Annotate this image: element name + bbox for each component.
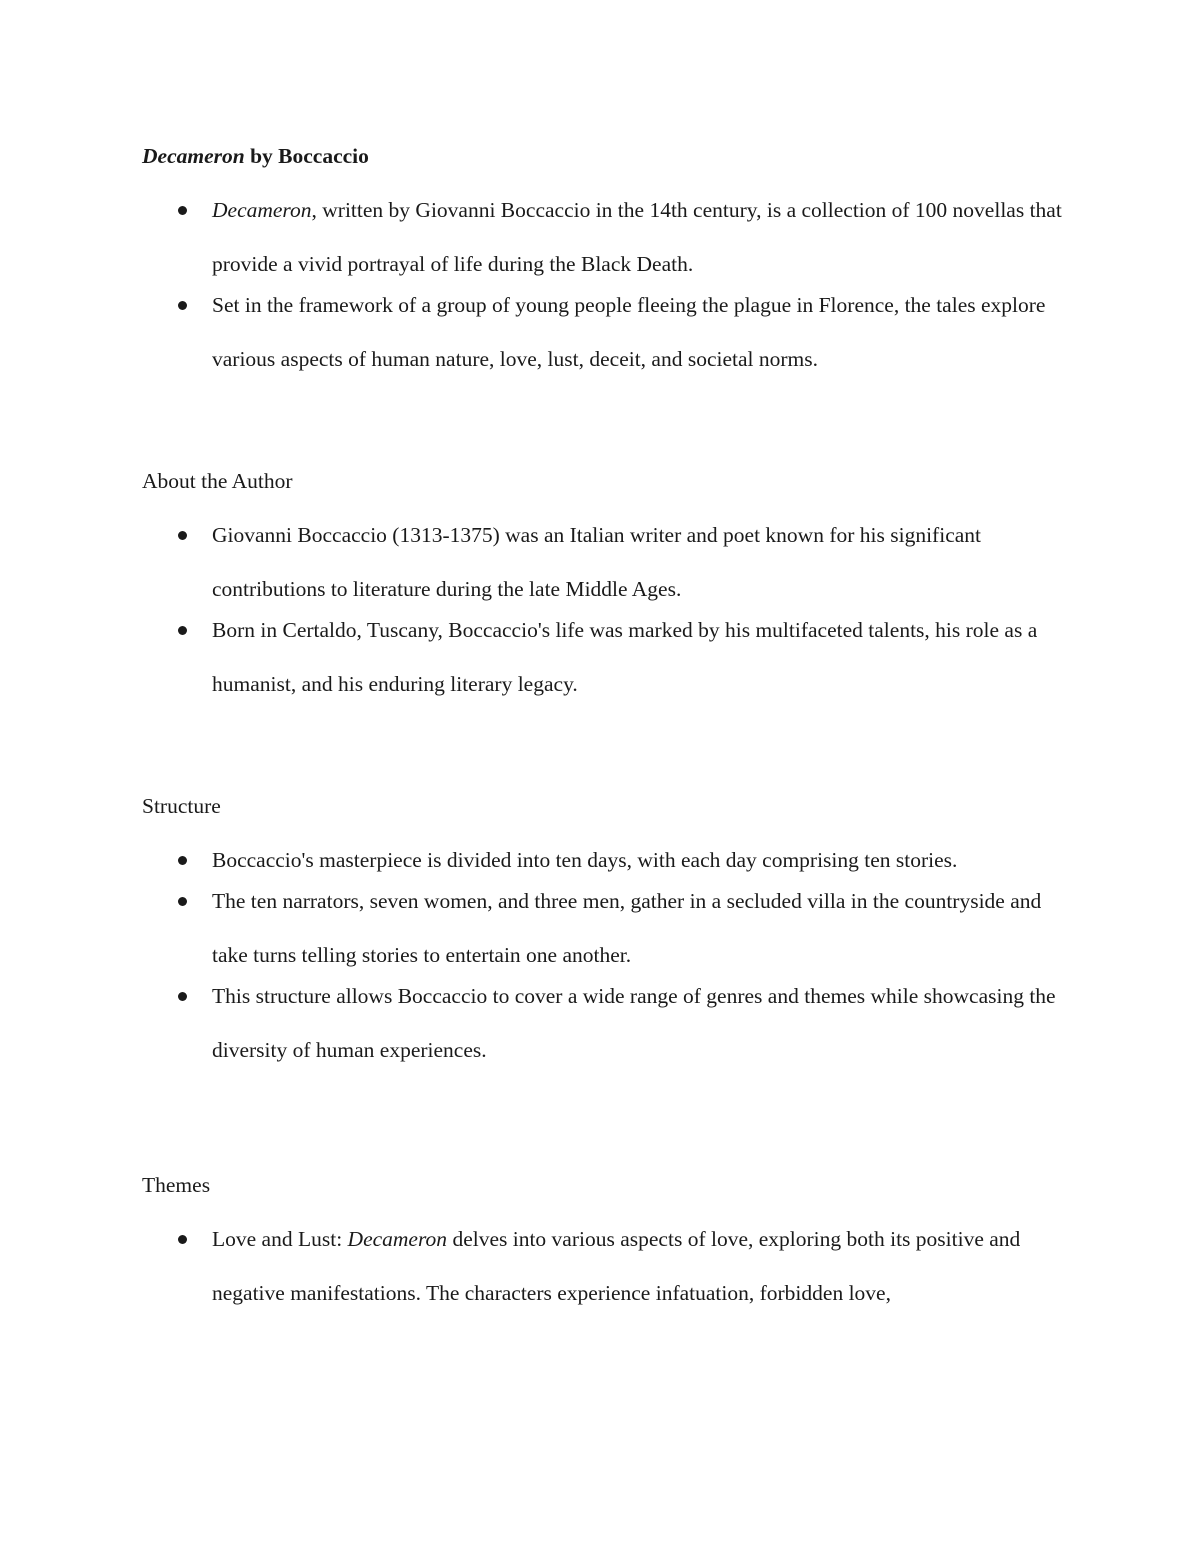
list-item-text: Born in Certaldo, Tuscany, Boccaccio's life was marked by his multifaceted talents, his role as a humanist, and his enduring literary legacy. bbox=[212, 618, 1038, 696]
list-item bbox=[0, 874, 1072, 982]
section-heading-about: About the Author bbox=[142, 469, 293, 493]
theme-lead: Love and Lust: bbox=[212, 1227, 348, 1251]
bullet-icon bbox=[178, 206, 187, 215]
document-title bbox=[142, 142, 369, 170]
list-item-text: Giovanni Boccaccio (1313-1375) was an Italian writer and poet known for his significant contributions to literature during the late Middle Ages. bbox=[212, 523, 982, 601]
bullet-icon bbox=[178, 897, 187, 906]
bullet-icon bbox=[178, 301, 187, 310]
bullet-icon bbox=[178, 856, 187, 865]
bullet-icon bbox=[178, 531, 187, 540]
section-heading-themes: Themes bbox=[142, 1173, 211, 1197]
structure-list bbox=[0, 833, 1072, 1077]
list-item-text: Set in the framework of a group of young people fleeing the plague in Florence, the tales explore various aspects of human nature, love, lust, deceit, and societal norms. bbox=[212, 293, 1046, 371]
title-rest: by Boccaccio bbox=[244, 144, 369, 168]
bullet-icon bbox=[178, 626, 187, 635]
title-italic-part: Decameron bbox=[142, 144, 245, 168]
list-item bbox=[0, 969, 1072, 1077]
themes-list bbox=[0, 1212, 1072, 1320]
italic-lead: Decameron bbox=[212, 198, 312, 222]
theme-italic: Decameron bbox=[347, 1227, 448, 1251]
bullet-icon bbox=[178, 1235, 187, 1244]
list-item bbox=[0, 183, 1072, 291]
list-item-text: This structure allows Boccaccio to cover a wide range of genres and themes while showcasing the diversity of human experiences. bbox=[212, 984, 1056, 1062]
list-item bbox=[0, 1212, 1072, 1320]
list-item-text: Boccaccio's masterpiece is divided into ten days, with each day comprising ten stories. bbox=[212, 848, 958, 872]
list-item-text: delves into various aspects of love, exploring both its positive and negative manifestations. The characters experience infatuation, forbidden love, bbox=[212, 1227, 1021, 1305]
list-item bbox=[0, 603, 1072, 711]
about-list bbox=[0, 508, 1072, 711]
bullet-icon bbox=[178, 992, 187, 1001]
intro-list bbox=[0, 183, 1072, 386]
list-item-text: The ten narrators, seven women, and three men, gather in a secluded villa in the countryside and take turns telling stories to entertain one another. bbox=[212, 889, 1042, 967]
list-item-text: , written by Giovanni Boccaccio in the 14th century, is a collection of 100 novellas that provide a vivid portrayal of life during the Black Death. bbox=[212, 198, 1062, 276]
section-heading-structure: Structure bbox=[142, 794, 221, 818]
list-item bbox=[0, 508, 1072, 616]
list-item bbox=[0, 278, 1072, 386]
